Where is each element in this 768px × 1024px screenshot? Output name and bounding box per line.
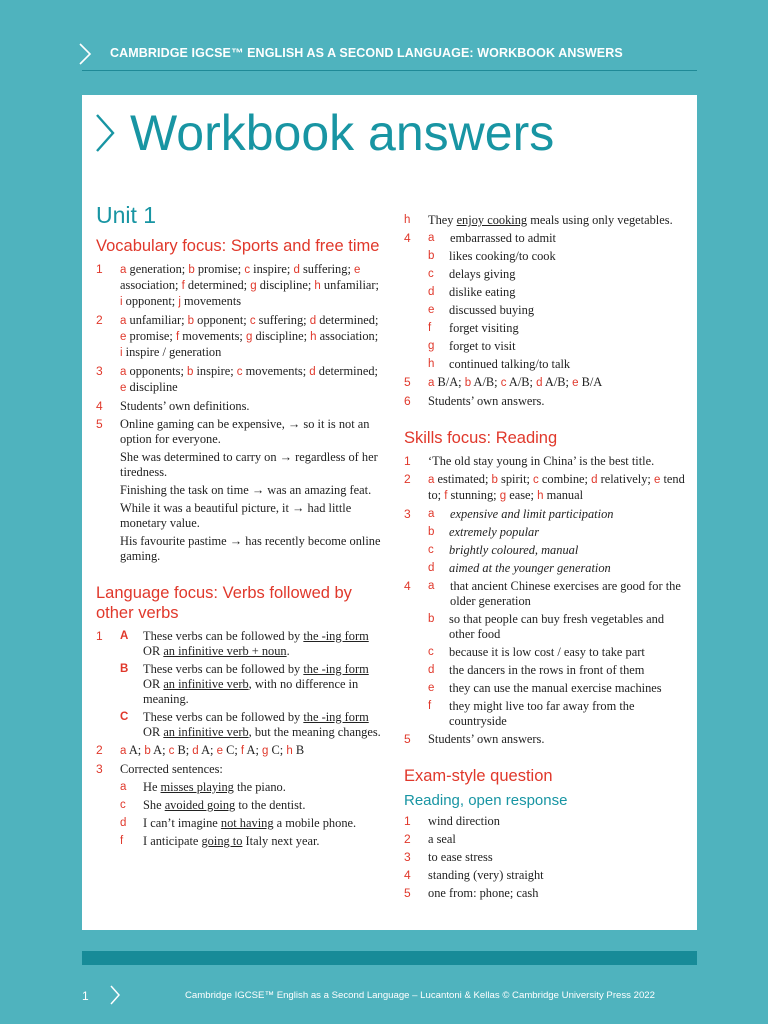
answer-item: d dislike eating xyxy=(428,285,516,299)
answer-item: b extremely popular xyxy=(428,525,540,539)
answer-item: 4 standing (very) straight xyxy=(404,868,544,882)
running-header: CAMBRIDGE IGCSE™ ENGLISH AS A SECOND LANGUAGE: WORKBOOK ANSWERS xyxy=(110,46,623,60)
answer-item: 1 A These verbs can be followed by the -ing form OR an infinitive verb + noun. xyxy=(96,629,369,658)
answer-item: b likes cooking/to cook xyxy=(428,249,556,263)
answer-item: 5 a B/A; b A/B; c A/B; d A/B; e B/A xyxy=(404,375,603,389)
page-title: Workbook answers xyxy=(130,105,555,161)
answer-line: She was determined to carry on → regardless of her tiredness. xyxy=(120,450,378,479)
answer-item: 3 Corrected sentences: xyxy=(96,762,223,776)
section-exam-heading: Exam-style question xyxy=(404,767,553,785)
answer-item: h continued talking/to talk xyxy=(428,357,571,371)
answer-item: c because it is low cost / easy to take part xyxy=(428,645,645,659)
answer-item: 3 a opponents; b inspire; c movements; d determined; e discipline xyxy=(96,364,378,394)
answer-line: His favourite pastime → has recently become online gaming. xyxy=(120,534,381,563)
answer-item: 1 wind direction xyxy=(404,814,500,828)
answer-item: f they might live too far away from the countryside xyxy=(428,699,635,728)
answer-item: e they can use the manual exercise machines xyxy=(428,681,662,695)
chevron-right-icon xyxy=(94,112,116,154)
answer-item: 4 Students’ own definitions. xyxy=(96,399,250,413)
subsection-reading-heading: Reading, open response xyxy=(404,792,568,809)
answer-item: e discussed buying xyxy=(428,303,535,317)
answer-item: c She avoided going to the dentist. xyxy=(120,798,306,812)
answer-item: b so that people can buy fresh vegetables and other food xyxy=(428,612,665,641)
page-number: 1 xyxy=(82,989,89,1003)
answer-item: f I anticipate going to Italy next year. xyxy=(120,834,320,848)
answer-item: 1 a generation; b promise; c inspire; d suffering; e association; f determined; g discipline; h unfamiliar; i opponent; j movements xyxy=(96,262,379,308)
answer-line: While it was a beautiful picture, it → had little monetary value. xyxy=(120,501,352,530)
answer-item: d aimed at the younger generation xyxy=(428,561,611,575)
answer-item: a He misses playing the piano. xyxy=(120,780,286,794)
answers-page xyxy=(82,95,697,930)
section-skills-heading: Skills focus: Reading xyxy=(404,429,558,447)
left-column xyxy=(96,202,381,852)
answer-item: B These verbs can be followed by the -ing form OR an infinitive verb, with no difference in meaning. xyxy=(120,662,369,706)
answer-item: c brightly coloured, manual xyxy=(428,543,579,557)
section-language-heading: Language focus: Verbs followed by other verbs xyxy=(96,584,352,622)
right-column xyxy=(404,213,689,904)
answer-item: 2 a estimated; b spirit; c combine; d relatively; e tend to; f stunning; g ease; h manual xyxy=(404,472,685,502)
answer-item: C These verbs can be followed by the -ing form OR an infinitive verb, but the meaning changes. xyxy=(120,710,381,739)
header-rule xyxy=(82,70,697,71)
answer-item: 5 one from: phone; cash xyxy=(404,886,539,900)
footer-credit: Cambridge IGCSE™ English as a Second Language – Lucantoni & Kellas © Cambridge University Press 2022 xyxy=(185,990,655,1001)
unit-heading: Unit 1 xyxy=(96,202,157,228)
answer-item: c delays giving xyxy=(428,267,516,281)
section-vocabulary-heading: Vocabulary focus: Sports and free time xyxy=(96,237,380,255)
answer-item: h They enjoy cooking meals using only vegetables. xyxy=(404,213,673,227)
answer-item: g forget to visit xyxy=(428,339,516,353)
answer-line: Finishing the task on time → was an amazing feat. xyxy=(120,483,372,497)
answer-item: d I can’t imagine not having a mobile phone. xyxy=(120,816,357,830)
answer-item: 4 a embarrassed to admit xyxy=(404,231,556,245)
answer-item: 4 a that ancient Chinese exercises are good for the older generation xyxy=(404,579,681,608)
answer-item: 5 Students’ own answers. xyxy=(404,732,545,746)
answer-item: 5 Online gaming can be expensive, → so it is not an option for everyone. xyxy=(96,417,370,446)
answer-item: 2 a A; b A; c B; d A; e C; f A; g C; h B xyxy=(96,743,305,757)
answer-item: 1 ‘The old stay young in China’ is the best title. xyxy=(404,454,655,468)
answer-item: 3 to ease stress xyxy=(404,850,493,864)
footer-band xyxy=(82,951,697,965)
answer-item: 6 Students’ own answers. xyxy=(404,394,545,408)
answer-item: f forget visiting xyxy=(428,321,519,335)
answer-item: 3 a expensive and limit participation xyxy=(404,507,614,521)
chevron-right-icon xyxy=(78,42,92,66)
chevron-right-icon xyxy=(109,984,121,1006)
answer-item: d the dancers in the rows in front of them xyxy=(428,663,645,677)
answer-item: 2 a seal xyxy=(404,832,456,846)
answer-item: 2 a unfamiliar; b opponent; c suffering; d determined; e promise; f movements; g discipline; h association; i inspire / generation xyxy=(96,313,379,359)
